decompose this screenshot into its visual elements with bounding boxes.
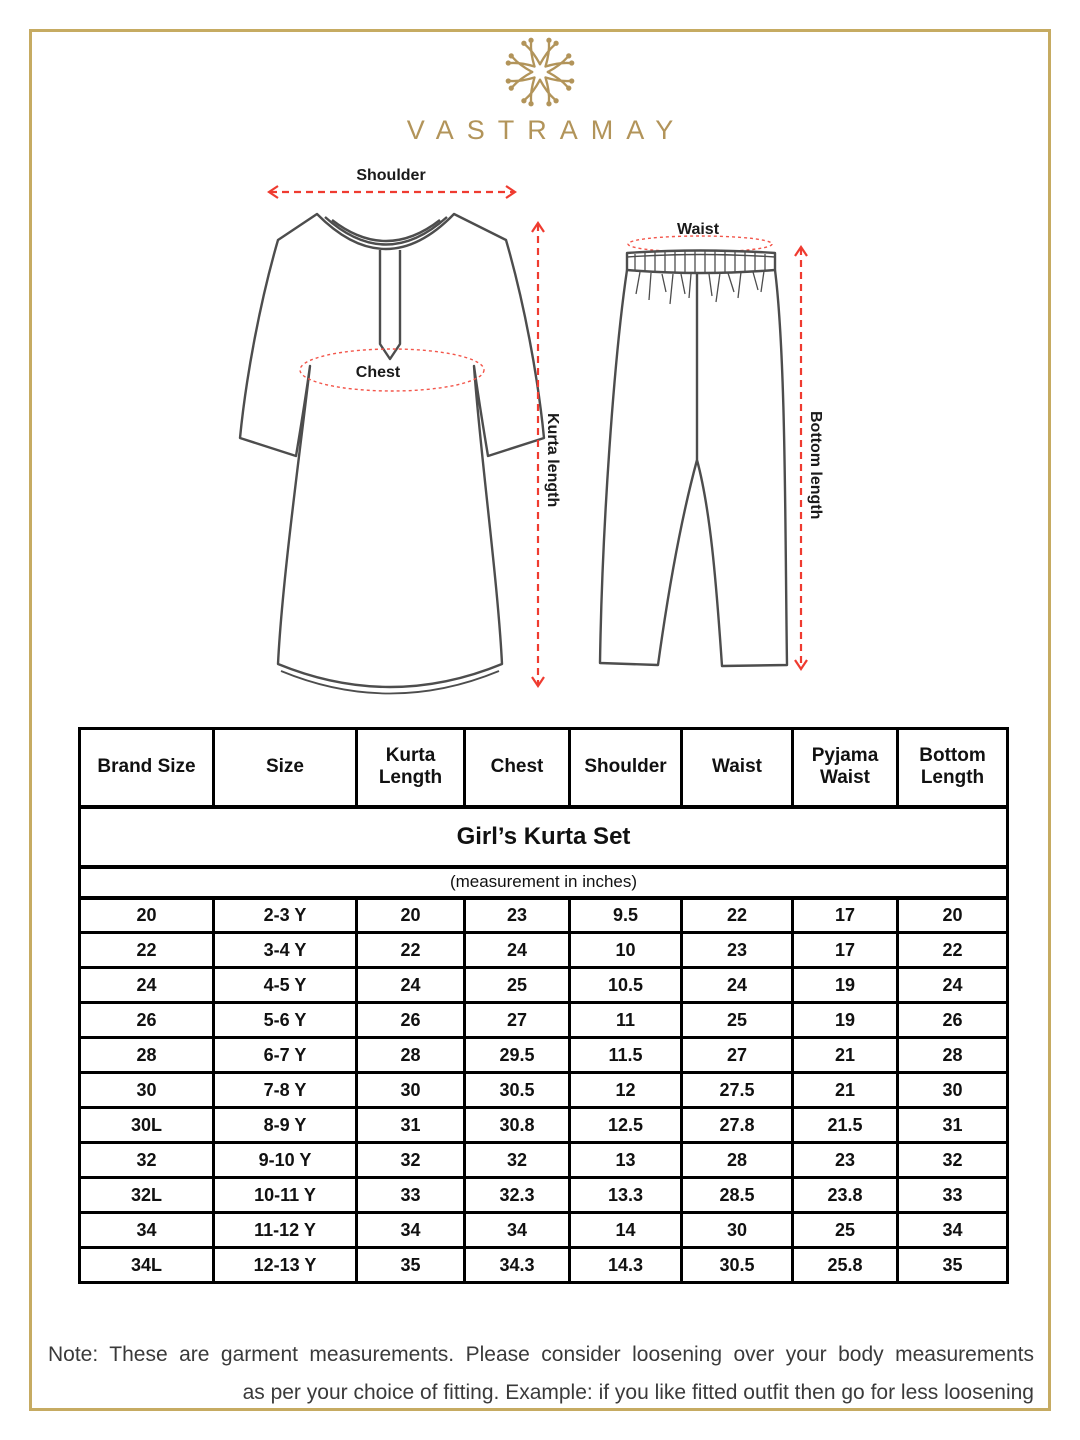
note [48, 1336, 1034, 1412]
table-cell: 29.5 [465, 1038, 570, 1073]
brand-header [0, 33, 1080, 146]
table-cell: 22 [80, 933, 214, 968]
table-cell: 33 [898, 1178, 1008, 1213]
table-cell: 32 [465, 1143, 570, 1178]
table-cell: 17 [793, 898, 898, 933]
table-cell: 30.5 [465, 1073, 570, 1108]
table-cell: 24 [682, 968, 793, 1003]
table-cell: 34.3 [465, 1248, 570, 1283]
table-cell: 31 [898, 1108, 1008, 1143]
table-cell: 9-10 Y [214, 1143, 357, 1178]
column-header: Pyjama Waist [793, 729, 898, 807]
note-line-2: as per your choice of fitting. Example: if you like fitted outfit then go for less loosening [242, 1381, 1034, 1404]
table-cell: 35 [357, 1248, 465, 1283]
table-row [80, 968, 1008, 1003]
table-cell: 20 [80, 898, 214, 933]
kurta-shoulder-label: Shoulder [356, 167, 426, 184]
table-cell: 24 [898, 968, 1008, 1003]
table-cell: 12.5 [570, 1108, 682, 1143]
table-cell: 23 [682, 933, 793, 968]
table-cell: 30 [357, 1073, 465, 1108]
kurta-length-arrow [532, 223, 544, 686]
table-row [80, 1073, 1008, 1108]
table-cell: 21 [793, 1073, 898, 1108]
table-cell: 28 [898, 1038, 1008, 1073]
column-header-row [80, 729, 1008, 807]
table-cell: 27 [682, 1038, 793, 1073]
table-title-row [80, 807, 1008, 867]
table-cell: 34 [465, 1213, 570, 1248]
table-cell: 21.5 [793, 1108, 898, 1143]
table-cell: 9.5 [570, 898, 682, 933]
table-cell: 27.8 [682, 1108, 793, 1143]
table-cell: 27 [465, 1003, 570, 1038]
table-cell: 30L [80, 1108, 214, 1143]
table-cell: 24 [357, 968, 465, 1003]
table-row [80, 1003, 1008, 1038]
kurta-outline [240, 214, 544, 694]
table-row [80, 933, 1008, 968]
table-cell: 30.5 [682, 1248, 793, 1283]
table-cell: 11.5 [570, 1038, 682, 1073]
table-subtitle: (measurement in inches) [80, 867, 1008, 898]
table-row [80, 1038, 1008, 1073]
table-cell: 10.5 [570, 968, 682, 1003]
table-cell: 20 [898, 898, 1008, 933]
table-cell: 22 [357, 933, 465, 968]
pyjama-waist-label: Waist [676, 221, 720, 238]
table-cell: 30 [682, 1213, 793, 1248]
column-header: Chest [465, 729, 570, 807]
brand-name: VASTRAMAY [406, 115, 687, 145]
table-cell: 28.5 [682, 1178, 793, 1213]
table-cell: 2-3 Y [214, 898, 357, 933]
size-chart-table [78, 727, 1009, 1284]
table-cell: 28 [357, 1038, 465, 1073]
table-cell: 34 [357, 1213, 465, 1248]
table-cell: 23 [465, 898, 570, 933]
brand-logo-icon [501, 33, 579, 111]
column-header: Waist [682, 729, 793, 807]
table-cell: 14 [570, 1213, 682, 1248]
size-rows [80, 898, 1008, 1283]
shoulder-arrow [269, 186, 515, 198]
kurta-length-label: Kurta length [544, 413, 561, 508]
table-cell: 11-12 Y [214, 1213, 357, 1248]
column-header: Brand Size [80, 729, 214, 807]
table-cell: 14.3 [570, 1248, 682, 1283]
table-cell: 11 [570, 1003, 682, 1038]
table-cell: 26 [80, 1003, 214, 1038]
table-cell: 35 [898, 1248, 1008, 1283]
column-header: Shoulder [570, 729, 682, 807]
table-cell: 26 [898, 1003, 1008, 1038]
table-cell: 28 [682, 1143, 793, 1178]
table-cell: 4-5 Y [214, 968, 357, 1003]
table-cell: 32L [80, 1178, 214, 1213]
pyjama-diagram [588, 208, 838, 688]
table-cell: 13 [570, 1143, 682, 1178]
table-subtitle-row [80, 867, 1008, 898]
column-header: Bottom Length [898, 729, 1008, 807]
table-cell: 28 [80, 1038, 214, 1073]
column-header: Kurta Length [357, 729, 465, 807]
table-row [80, 898, 1008, 933]
table-cell: 22 [682, 898, 793, 933]
table-cell: 30 [80, 1073, 214, 1108]
table-row [80, 1108, 1008, 1143]
table-cell: 30.8 [465, 1108, 570, 1143]
table-cell: 30 [898, 1073, 1008, 1108]
table-cell: 25 [793, 1213, 898, 1248]
table-cell: 34L [80, 1248, 214, 1283]
table-cell: 22 [898, 933, 1008, 968]
table-cell: 34 [898, 1213, 1008, 1248]
waistband-gathers [636, 271, 764, 304]
table-cell: 24 [465, 933, 570, 968]
table-cell: 17 [793, 933, 898, 968]
table-cell: 32.3 [465, 1178, 570, 1213]
pyjama-outline [600, 251, 787, 667]
table-cell: 10 [570, 933, 682, 968]
table-cell: 26 [357, 1003, 465, 1038]
bottom-length-label: Bottom length [807, 411, 824, 520]
bottom-length-arrow [795, 247, 807, 669]
table-cell: 20 [357, 898, 465, 933]
table-row [80, 1248, 1008, 1283]
table-cell: 19 [793, 968, 898, 1003]
table-cell: 19 [793, 1003, 898, 1038]
table-row [80, 1143, 1008, 1178]
table-title: Girl’s Kurta Set [80, 807, 1008, 867]
column-header: Size [214, 729, 357, 807]
table-cell: 3-4 Y [214, 933, 357, 968]
table-row [80, 1178, 1008, 1213]
table-cell: 12 [570, 1073, 682, 1108]
kurta-chest-label: Chest [355, 364, 401, 381]
table-cell: 5-6 Y [214, 1003, 357, 1038]
table-cell: 34 [80, 1213, 214, 1248]
table-row [80, 1213, 1008, 1248]
table-cell: 24 [80, 968, 214, 1003]
table-cell: 32 [80, 1143, 214, 1178]
table-cell: 21 [793, 1038, 898, 1073]
table-cell: 25.8 [793, 1248, 898, 1283]
table-cell: 23 [793, 1143, 898, 1178]
table-cell: 7-8 Y [214, 1073, 357, 1108]
table-cell: 8-9 Y [214, 1108, 357, 1143]
table-cell: 27.5 [682, 1073, 793, 1108]
table-cell: 33 [357, 1178, 465, 1213]
table-cell: 25 [465, 968, 570, 1003]
table-cell: 6-7 Y [214, 1038, 357, 1073]
table-cell: 12-13 Y [214, 1248, 357, 1283]
kurta-diagram [228, 152, 568, 712]
table-cell: 25 [682, 1003, 793, 1038]
table-cell: 32 [898, 1143, 1008, 1178]
table-cell: 32 [357, 1143, 465, 1178]
table-cell: 31 [357, 1108, 465, 1143]
table-cell: 13.3 [570, 1178, 682, 1213]
table-cell: 10-11 Y [214, 1178, 357, 1213]
note-line-1: Note: These are garment measurements. Please consider loosening over your body measurements [48, 1343, 1034, 1366]
table-cell: 23.8 [793, 1178, 898, 1213]
